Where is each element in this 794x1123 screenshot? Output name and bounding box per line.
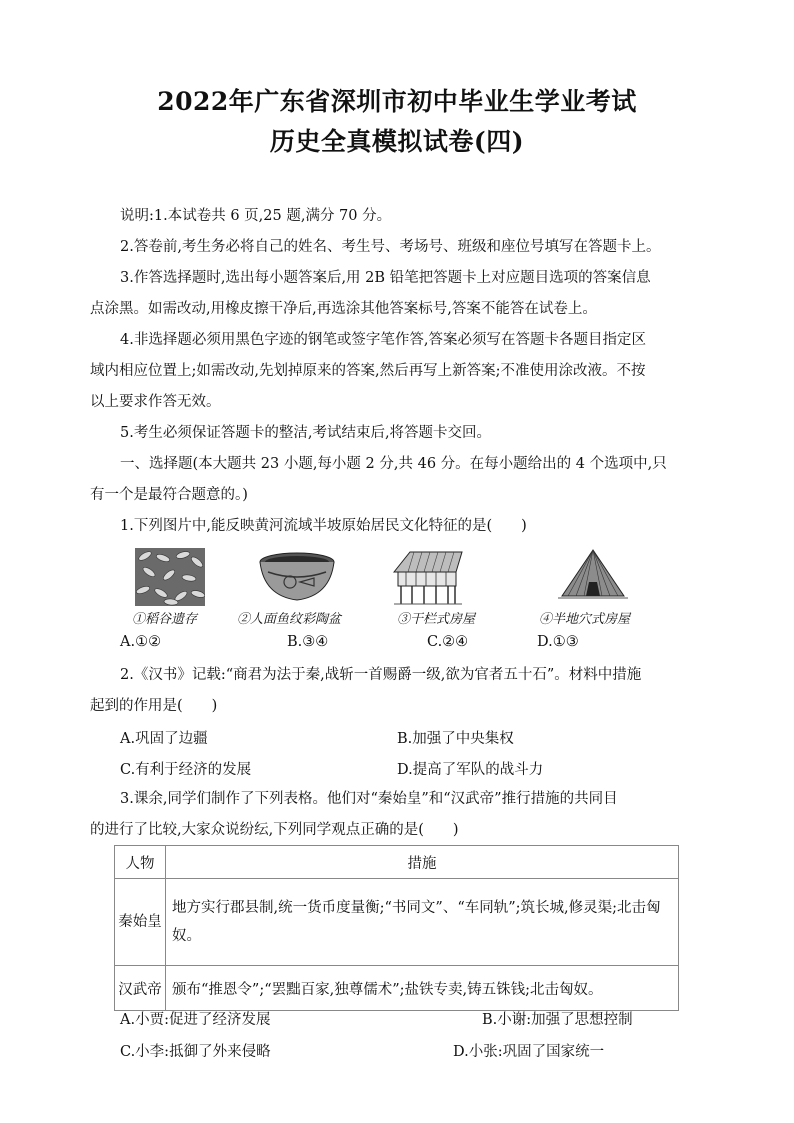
- q1-caption-3: ③干栏式房屋: [397, 612, 476, 627]
- q3-option-a: A.小贾:促进了经济发展: [120, 1012, 271, 1028]
- q1-stem: 1.下列图片中,能反映黄河流域半坡原始居民文化特征的是( ): [120, 518, 527, 534]
- q3-option-c: C.小李:抵御了外来侵略: [120, 1044, 271, 1060]
- q2-stem-1: 2.《汉书》记载:“商君为法于秦,战斩一首赐爵一级,欲为官者五十石”。材料中措施: [120, 667, 642, 683]
- q1-option-d: D.①③: [537, 634, 579, 650]
- instruction-3a: 3.作答选择题时,选出每小题答案后,用 2B 铅笔把答题卡上对应题目选项的答案信息: [120, 270, 651, 286]
- instruction-5: 5.考生必须保证答题卡的整洁,考试结束后,将答题卡交回。: [120, 425, 492, 441]
- table-cell-measures: 地方实行郡县制,统一货币度量衡;“书同文”、“车同轨”;筑长城,修灵渠;北击匈奴。: [166, 879, 679, 966]
- q3-option-b: B.小谢:加强了思想控制: [482, 1012, 633, 1028]
- table-cell-person: 秦始皇: [115, 879, 166, 966]
- painted-pottery-basin-image: [256, 548, 338, 606]
- measures-table: [114, 845, 679, 1011]
- q1-caption-1: ①稻谷遗存: [132, 612, 198, 627]
- q2-option-c: C.有利于经济的发展: [120, 762, 252, 778]
- table-cell-person: 汉武帝: [115, 966, 166, 1011]
- table-cell-measures: 颁布“推恩令”;“罢黜百家,独尊儒术”;盐铁专卖,铸五铢钱;北击匈奴。: [166, 966, 679, 1011]
- table-header-person: 人物: [115, 846, 166, 879]
- q2-stem-2: 起到的作用是( ): [90, 698, 218, 714]
- q2-option-b: B.加强了中央集权: [397, 731, 514, 747]
- section-heading-2: 有一个是最符合题意的。): [90, 487, 248, 503]
- q3-option-d: D.小张:巩固了国家统一: [453, 1044, 605, 1060]
- section-heading-1: 一、选择题(本大题共 23 小题,每小题 2 分,共 46 分。在每小题给出的 4 个选项中,只: [120, 456, 667, 472]
- q1-caption-4: ④半地穴式房屋: [539, 612, 631, 627]
- q2-option-d: D.提高了军队的战斗力: [397, 762, 544, 778]
- q1-option-b: B.③④: [287, 634, 329, 650]
- q3-stem-2: 的进行了比较,大家众说纷纭,下列同学观点正确的是( ): [90, 822, 459, 838]
- stilt-house-image: [392, 548, 464, 606]
- instruction-4a: 4.非选择题必须用黑色字迹的钢笔或签字笔作答,答案必须写在答题卡各题目指定区: [120, 332, 646, 348]
- q2-option-a: A.巩固了边疆: [120, 731, 208, 747]
- table-header-row: [115, 846, 679, 879]
- table-row: [115, 879, 679, 966]
- q1-option-a: A.①②: [120, 634, 162, 650]
- instruction-3b: 点涂黑。如需改动,用橡皮擦干净后,再选涂其他答案标号,答案不能答在试卷上。: [90, 301, 597, 317]
- table-row: [115, 966, 679, 1011]
- q1-caption-2: ②人面鱼纹彩陶盆: [237, 612, 342, 627]
- q3-stem-1: 3.课余,同学们制作了下列表格。他们对“秦始皇”和“汉武帝”推行措施的共同目: [120, 791, 618, 807]
- instruction-4b: 域内相应位置上;如需改动,先划掉原来的答案,然后再写上新答案;不准使用涂改液。不按: [90, 363, 646, 379]
- instruction-2: 2.答卷前,考生务必将自己的姓名、考生号、考场号、班级和座位号填写在答题卡上。: [120, 239, 661, 255]
- table-header-measures: 措施: [166, 846, 679, 879]
- instruction-4c: 以上要求作答无效。: [90, 394, 221, 410]
- rice-grain-remains-image: [135, 548, 205, 606]
- exam-title-line2: 历史全真模拟试卷(四): [269, 127, 525, 156]
- semi-subterranean-house-image: [558, 548, 628, 606]
- exam-title-line1: 2022年广东省深圳市初中毕业生学业考试: [157, 87, 637, 116]
- instruction-1: 说明:1.本试卷共 6 页,25 题,满分 70 分。: [120, 208, 392, 224]
- q1-option-c: C.②④: [427, 634, 469, 650]
